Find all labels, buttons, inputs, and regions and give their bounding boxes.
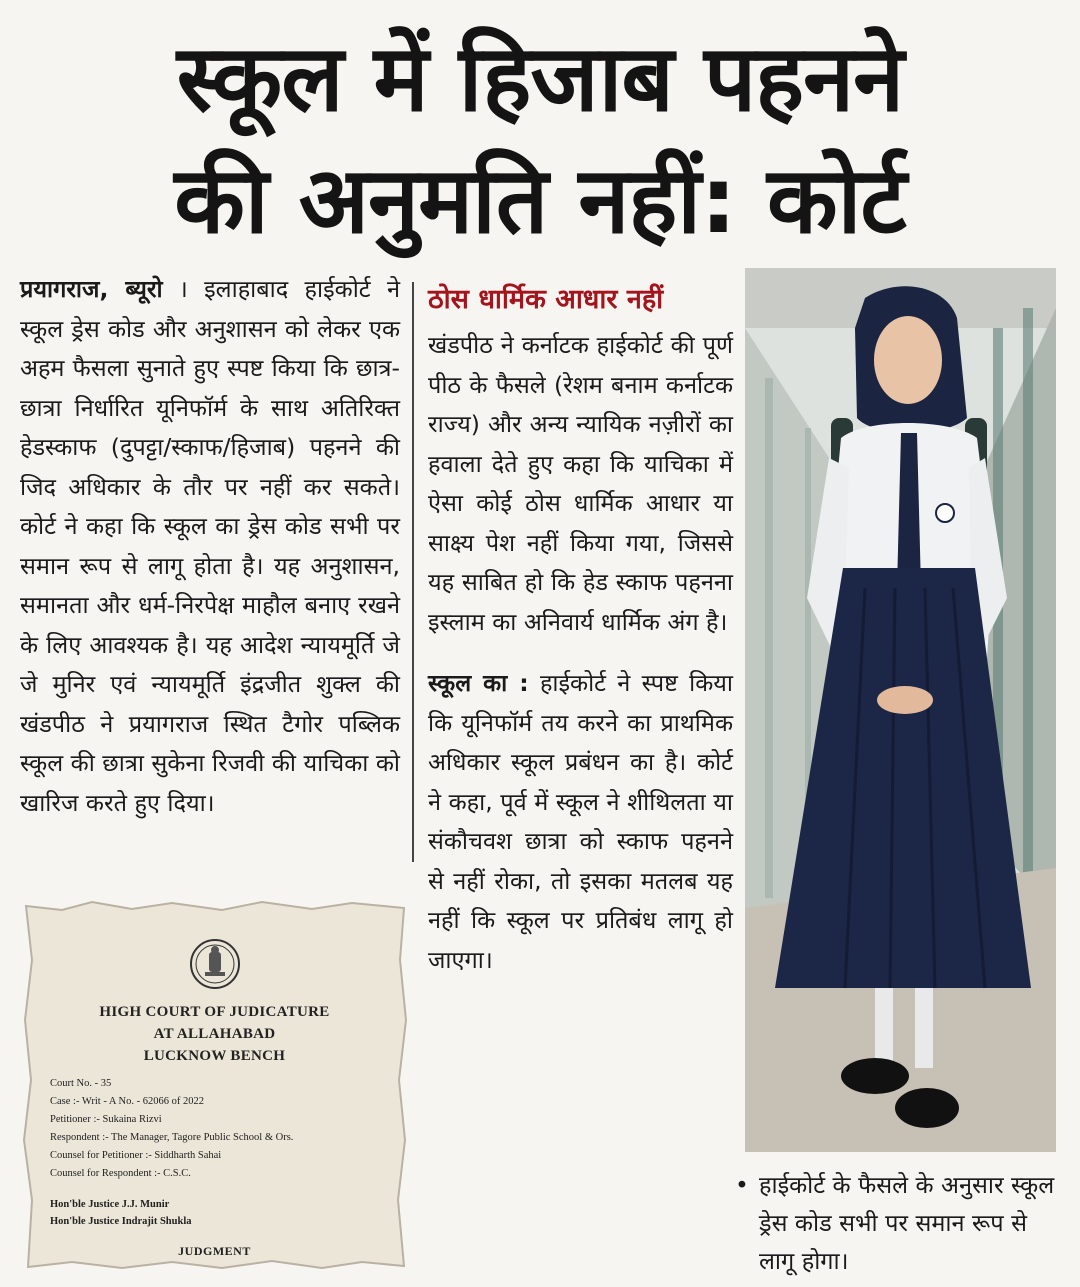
caption-bullet: • [735,1171,749,1199]
middle-paragraph-1: खंडपीठ ने कर्नाटक हाईकोर्ट की पूर्ण पीठ के फैसले (रेशम बनाम कर्नाटक राज्य) और अन्य न्यायिक नज़ीरों का हवाला देते हुए कहा कि याचिका में ऐसा कोई ठोस धार्मिक आधार या साक्ष्य पेश नहीं किया गया, जिससे यह साबित हो कि हेड स्काफ पहनना इस्लाम का अनिवार्य धार्मिक अंग है। [428,331,733,636]
paragraph-lead: स्कूल का : [428,669,529,697]
photo-caption [735,1166,1065,1280]
left-article-column [20,270,400,823]
case-details [50,1075,293,1183]
petitioner: Petitioner :- Sukaina Rizvi [50,1114,162,1125]
headline-line-1: स्कूल में हिजाब पहनने [176,25,904,132]
judge-1: Hon'ble Justice J.J. Munir [50,1199,170,1210]
middle-article-column [428,280,733,980]
court-number: Court No. - 35 [50,1078,112,1089]
judge-2: Hon'ble Justice Indrajit Shukla [50,1216,192,1227]
headline [0,18,1080,262]
court-document-image [22,900,407,1270]
subheading: ठोस धार्मिक आधार नहीं [428,284,664,315]
document-content [22,900,407,1270]
court-name-line-3: LUCKNOW BENCH [143,1048,286,1064]
left-column-body: । इलाहाबाद हाईकोर्ट ने स्कूल ड्रेस कोड और अनुशासन को लेकर एक अहम फैसला सुनाते हुए स्पष्ट किया कि छात्र-छात्रा निर्धारित यूनिफॉर्म के साथ अतिरिक्त हेडस्काफ (दुपट्टा/स्काफ/हिजाब) पहनने की जिद अधिकार के तौर पर नहीं कर सकते। कोर्ट ने कहा कि स्कूल का ड्रेस कोड सभी पर समान रूप से लागू होता है। यह अनुशासन, समानता और धर्म-निरपेक्ष माहौल बनाए रखने के लिए आवश्यक है। यह आदेश न्यायमूर्ति जे जे मुनिर एवं न्यायमूर्ति इंद्रजीत शुक्ल की खंडपीठ ने प्रयागराज स्थित टैगोर पब्लिक स्कूल की छात्रा सुकेना रिजवी की याचिका को खारिज करते हुए दिया। [20,275,400,817]
column-divider [412,282,414,862]
bench-judges [50,1196,192,1230]
counsel-petitioner: Counsel for Petitioner :- Siddharth Sahai [50,1150,222,1161]
paragraph-2-body: हाईकोर्ट ने स्पष्ट किया कि यूनिफॉर्म तय करने का प्राथमिक अधिकार स्कूल प्रबंधन का है। कोर्ट ने कहा, पूर्व में स्कूल ने शीथिलता या संकौचवश छात्रा को स्काफ पहनने से नहीं रोका, तो इसका मतलब यह नहीं कि स्कूल पर प्रतिबंध लागू हो जाएगा। [428,669,733,974]
court-name-line-2: AT ALLAHABAD [153,1026,276,1042]
middle-paragraph-2 [428,664,733,980]
court-emblem-icon [189,938,241,990]
student-illustration [745,268,1056,1152]
counsel-respondent: Counsel for Respondent :- C.S.C. [50,1168,191,1179]
court-name-line-1: HIGH COURT OF JUDICATURE [99,1004,330,1020]
caption-text: हाईकोर्ट के फैसले के अनुसार स्कूल ड्रेस कोड सभी पर समान रूप से लागू होगा। [759,1171,1055,1275]
dateline: प्रयागराज, ब्यूरो [20,275,163,303]
headline-line-2: की अनुमति नहीं: कोर्ट [174,147,906,254]
case-number: Case :- Writ - A No. - 62066 of 2022 [50,1096,204,1107]
respondent: Respondent :- The Manager, Tagore Public School & Ors. [50,1132,294,1143]
judgment-heading: JUDGMENT [178,1244,251,1258]
student-photo [745,268,1056,1152]
